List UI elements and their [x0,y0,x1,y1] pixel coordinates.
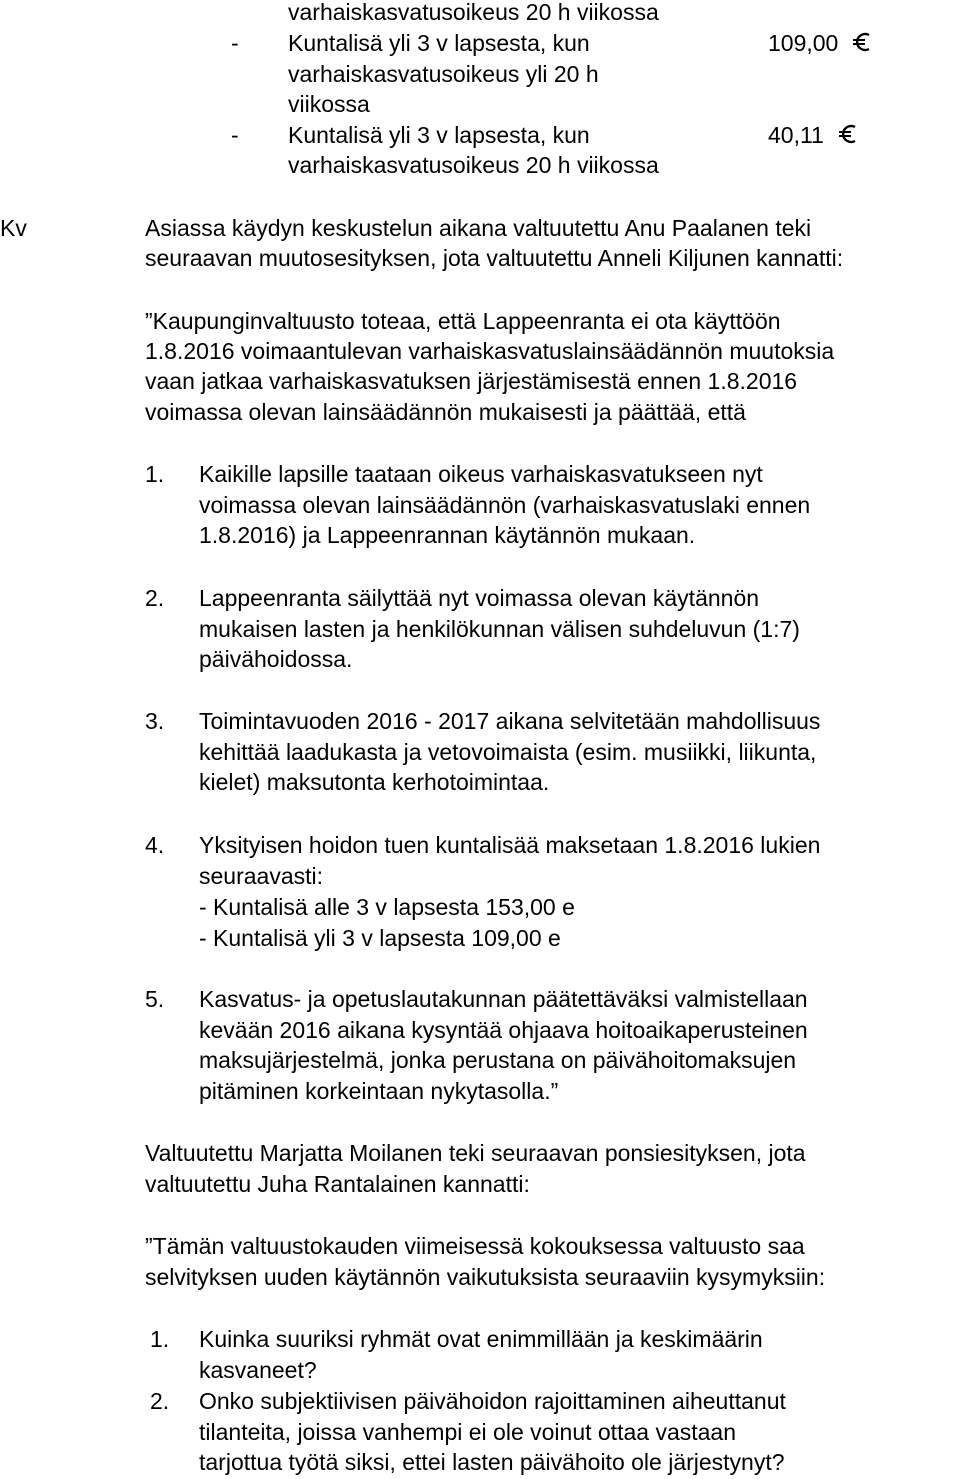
fee-item-line: varhaiskasvatusoikeus yli 20 h [288,61,599,87]
motion-point-line: Yksityisen hoidon tuen kuntalisää maksetaan 1.8.2016 lukien [199,832,821,858]
motion-point-line: Kasvatus- ja opetuslautakunnan päätettäväksi valmistellaan [199,986,808,1012]
ponsi-intro-line: valtuutettu Juha Rantalainen kannatti: [145,1171,530,1197]
motion-point-number: 3. [145,708,165,734]
motion-point-line: Toimintavuoden 2016 - 2017 aikana selvitetään mahdollisuus [199,708,821,734]
ponsi-line: ”Tämän valtuustokauden viimeisessä kokouksessa valtuusto saa [145,1233,805,1259]
motion-point-number: 2. [145,585,165,611]
motion-point-line: - Kuntalisä yli 3 v lapsesta 109,00 e [199,925,561,951]
fee-list-top-line: varhaiskasvatusoikeus 20 h viikossa [288,0,659,25]
motion-point-number: 1. [145,461,165,487]
motion-line: voimassa olevan lainsäädännön mukaisesti ja päättää, että [145,399,746,425]
ponsi-intro-line: Valtuutettu Marjatta Moilanen teki seuraavan ponsiesityksen, jota [145,1140,806,1166]
intro-line: Asiassa käydyn keskustelun aikana valtuutettu Anu Paalanen teki [145,215,812,241]
ponsi-question-line: tilanteita, joissa vanhempi ei ole voinut ottaa vastaan [199,1419,736,1445]
motion-point-line: kevään 2016 aikana kysyntää ohjaava hoitoaikaperusteinen [199,1017,808,1043]
motion-point-line: Lappeenranta säilyttää nyt voimassa olevan käytännön [199,585,760,611]
euro-icon [853,30,871,54]
fee-item-line: Kuntalisä yli 3 v lapsesta, kun [288,122,590,148]
motion-point-line: päivähoidossa. [199,646,353,672]
motion-line: ”Kaupunginvaltuusto toteaa, että Lappeenranta ei ota käyttöön [145,308,781,334]
ponsi-line: selvityksen uuden käytännön vaikutuksista seuraaviin kysymyksiin: [145,1264,826,1290]
fee-amount: 109,00 [768,30,839,56]
ponsi-question-line: Kuinka suuriksi ryhmät ovat enimmillään ja keskimäärin [199,1326,763,1352]
fee-item-dash: - [231,122,239,148]
fee-item-line: viikossa [288,91,370,117]
motion-point-line: maksujärjestelmä, jonka perustana on päivähoitomaksujen [199,1047,797,1073]
motion-point-number: 4. [145,832,165,858]
motion-line: vaan jatkaa varhaiskasvatuksen järjestämisestä ennen 1.8.2016 [145,368,798,394]
motion-point-line: voimassa olevan lainsäädännön (varhaiskasvatuslaki ennen [199,492,811,518]
motion-point-line: kehittää laadukasta ja vetovoimaista (esim. musiikki, liikunta, [199,739,817,765]
ponsi-question-line: Onko subjektiivisen päivähoidon rajoittaminen aiheuttanut [199,1388,786,1414]
motion-point-line: Kaikille lapsille taataan oikeus varhaiskasvatukseen nyt [199,461,763,487]
motion-point-line: mukaisen lasten ja henkilökunnan välisen suhdeluvun (1:7) [199,616,800,642]
euro-icon [839,122,857,146]
ponsi-question-line: tarjottua työtä siksi, ettei lasten päivähoito ole järjestynyt? [199,1449,785,1475]
ponsi-question-number: 1. [150,1326,170,1352]
motion-point-line: pitäminen korkeintaan nykytasolla.” [199,1078,559,1104]
motion-line: 1.8.2016 voimaantulevan varhaiskasvatuslainsäädännön muutoksia [145,338,835,364]
motion-point-line: - Kuntalisä alle 3 v lapsesta 153,00 e [199,894,575,920]
section-label: Kv [0,215,27,241]
fee-item-dash: - [231,30,239,56]
motion-point-line: seuraavasti: [199,863,324,889]
ponsi-question-line: kasvaneet? [199,1357,317,1383]
fee-amount: 40,11 [768,122,824,148]
ponsi-question-number: 2. [150,1388,170,1414]
motion-point-line: 1.8.2016) ja Lappeenrannan käytännön mukaan. [199,522,696,548]
fee-item-line: Kuntalisä yli 3 v lapsesta, kun [288,30,590,56]
intro-line: seuraavan muutosesityksen, jota valtuutettu Anneli Kiljunen kannatti: [145,245,844,271]
fee-item-line: varhaiskasvatusoikeus 20 h viikossa [288,152,659,178]
motion-point-number: 5. [145,986,165,1012]
motion-point-line: kielet) maksutonta kerhotoimintaa. [199,769,550,795]
